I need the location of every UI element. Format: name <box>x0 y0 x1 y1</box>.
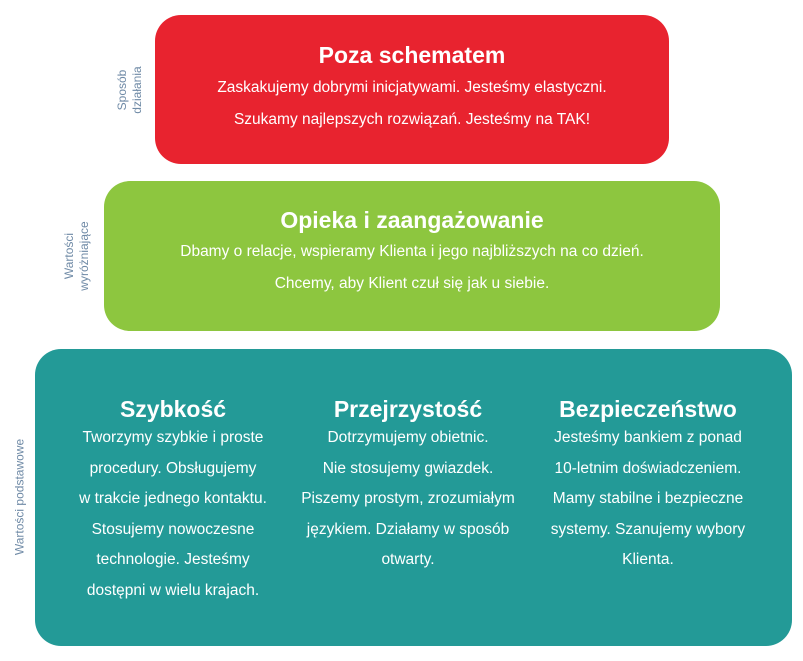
column-title: Bezpieczeństwo <box>559 396 737 422</box>
side-label-line: wyróżniające <box>77 221 91 291</box>
column-bezpieczenstwo <box>533 395 763 576</box>
tier-top-line: Szukamy najlepszych rozwiązań. Jesteśmy na TAK! <box>233 111 591 128</box>
tier-middle-box <box>104 181 720 331</box>
side-label-line: działania <box>130 66 144 114</box>
side-label-sposob-dzialania <box>115 66 145 113</box>
column-line: w trakcie jednego kontaktu. <box>79 490 267 507</box>
column-line: technologie. Jesteśmy <box>96 551 250 568</box>
column-line: Piszemy prostym, zrozumiałym <box>301 490 515 507</box>
column-line: Mamy stabilne i bezpieczne <box>552 490 744 507</box>
column-line: Jesteśmy bankiem z ponad <box>554 429 742 446</box>
column-line: Stosujemy nowoczesne <box>91 520 255 538</box>
column-title: Szybkość <box>119 396 227 422</box>
column-line: Tworzymy szybkie i proste <box>82 429 264 446</box>
tier-top-title: Poza schematem <box>318 42 506 68</box>
side-label-line: Sposób <box>115 69 129 111</box>
column-title: Przejrzystość <box>333 396 483 422</box>
column-szybkosc <box>53 395 293 606</box>
column-line: Dotrzymujemy obietnic. <box>327 429 489 446</box>
side-label-line: Wartości podstawowe <box>12 438 27 556</box>
column-line: systemy. Szanujemy wybory <box>550 520 746 538</box>
tier-middle-title: Opieka i zaangażowanie <box>280 207 544 233</box>
tier-top-line: Zaskakujemy dobrymi inicjatywami. Jesteśmy elastyczni. <box>217 79 607 96</box>
column-line: 10-letnim doświadczeniem. <box>554 459 742 477</box>
side-label-line: Wartości <box>62 232 76 280</box>
tier-middle-line: Chcemy, aby Klient czuł się jak u siebie. <box>274 275 550 292</box>
tier-middle-line: Dbamy o relacje, wspieramy Klienta i jego najbliższych na co dzień. <box>180 243 644 260</box>
side-label-wartosci-wyrozniajace <box>62 221 92 290</box>
column-line: dostępni w wielu krajach. <box>86 581 260 599</box>
column-line: Klienta. <box>622 551 674 568</box>
column-line: językiem. Działamy w sposób <box>306 520 510 538</box>
column-przejrzystosc <box>285 395 531 576</box>
tier-top-box <box>155 15 669 164</box>
column-line: Nie stosujemy gwiazdek. <box>322 459 494 477</box>
column-line: procedury. Obsługujemy <box>89 459 257 477</box>
side-label-wartosci-podstawowe <box>13 439 28 555</box>
column-line: otwarty. <box>381 551 435 568</box>
tier-base-box <box>35 349 792 646</box>
